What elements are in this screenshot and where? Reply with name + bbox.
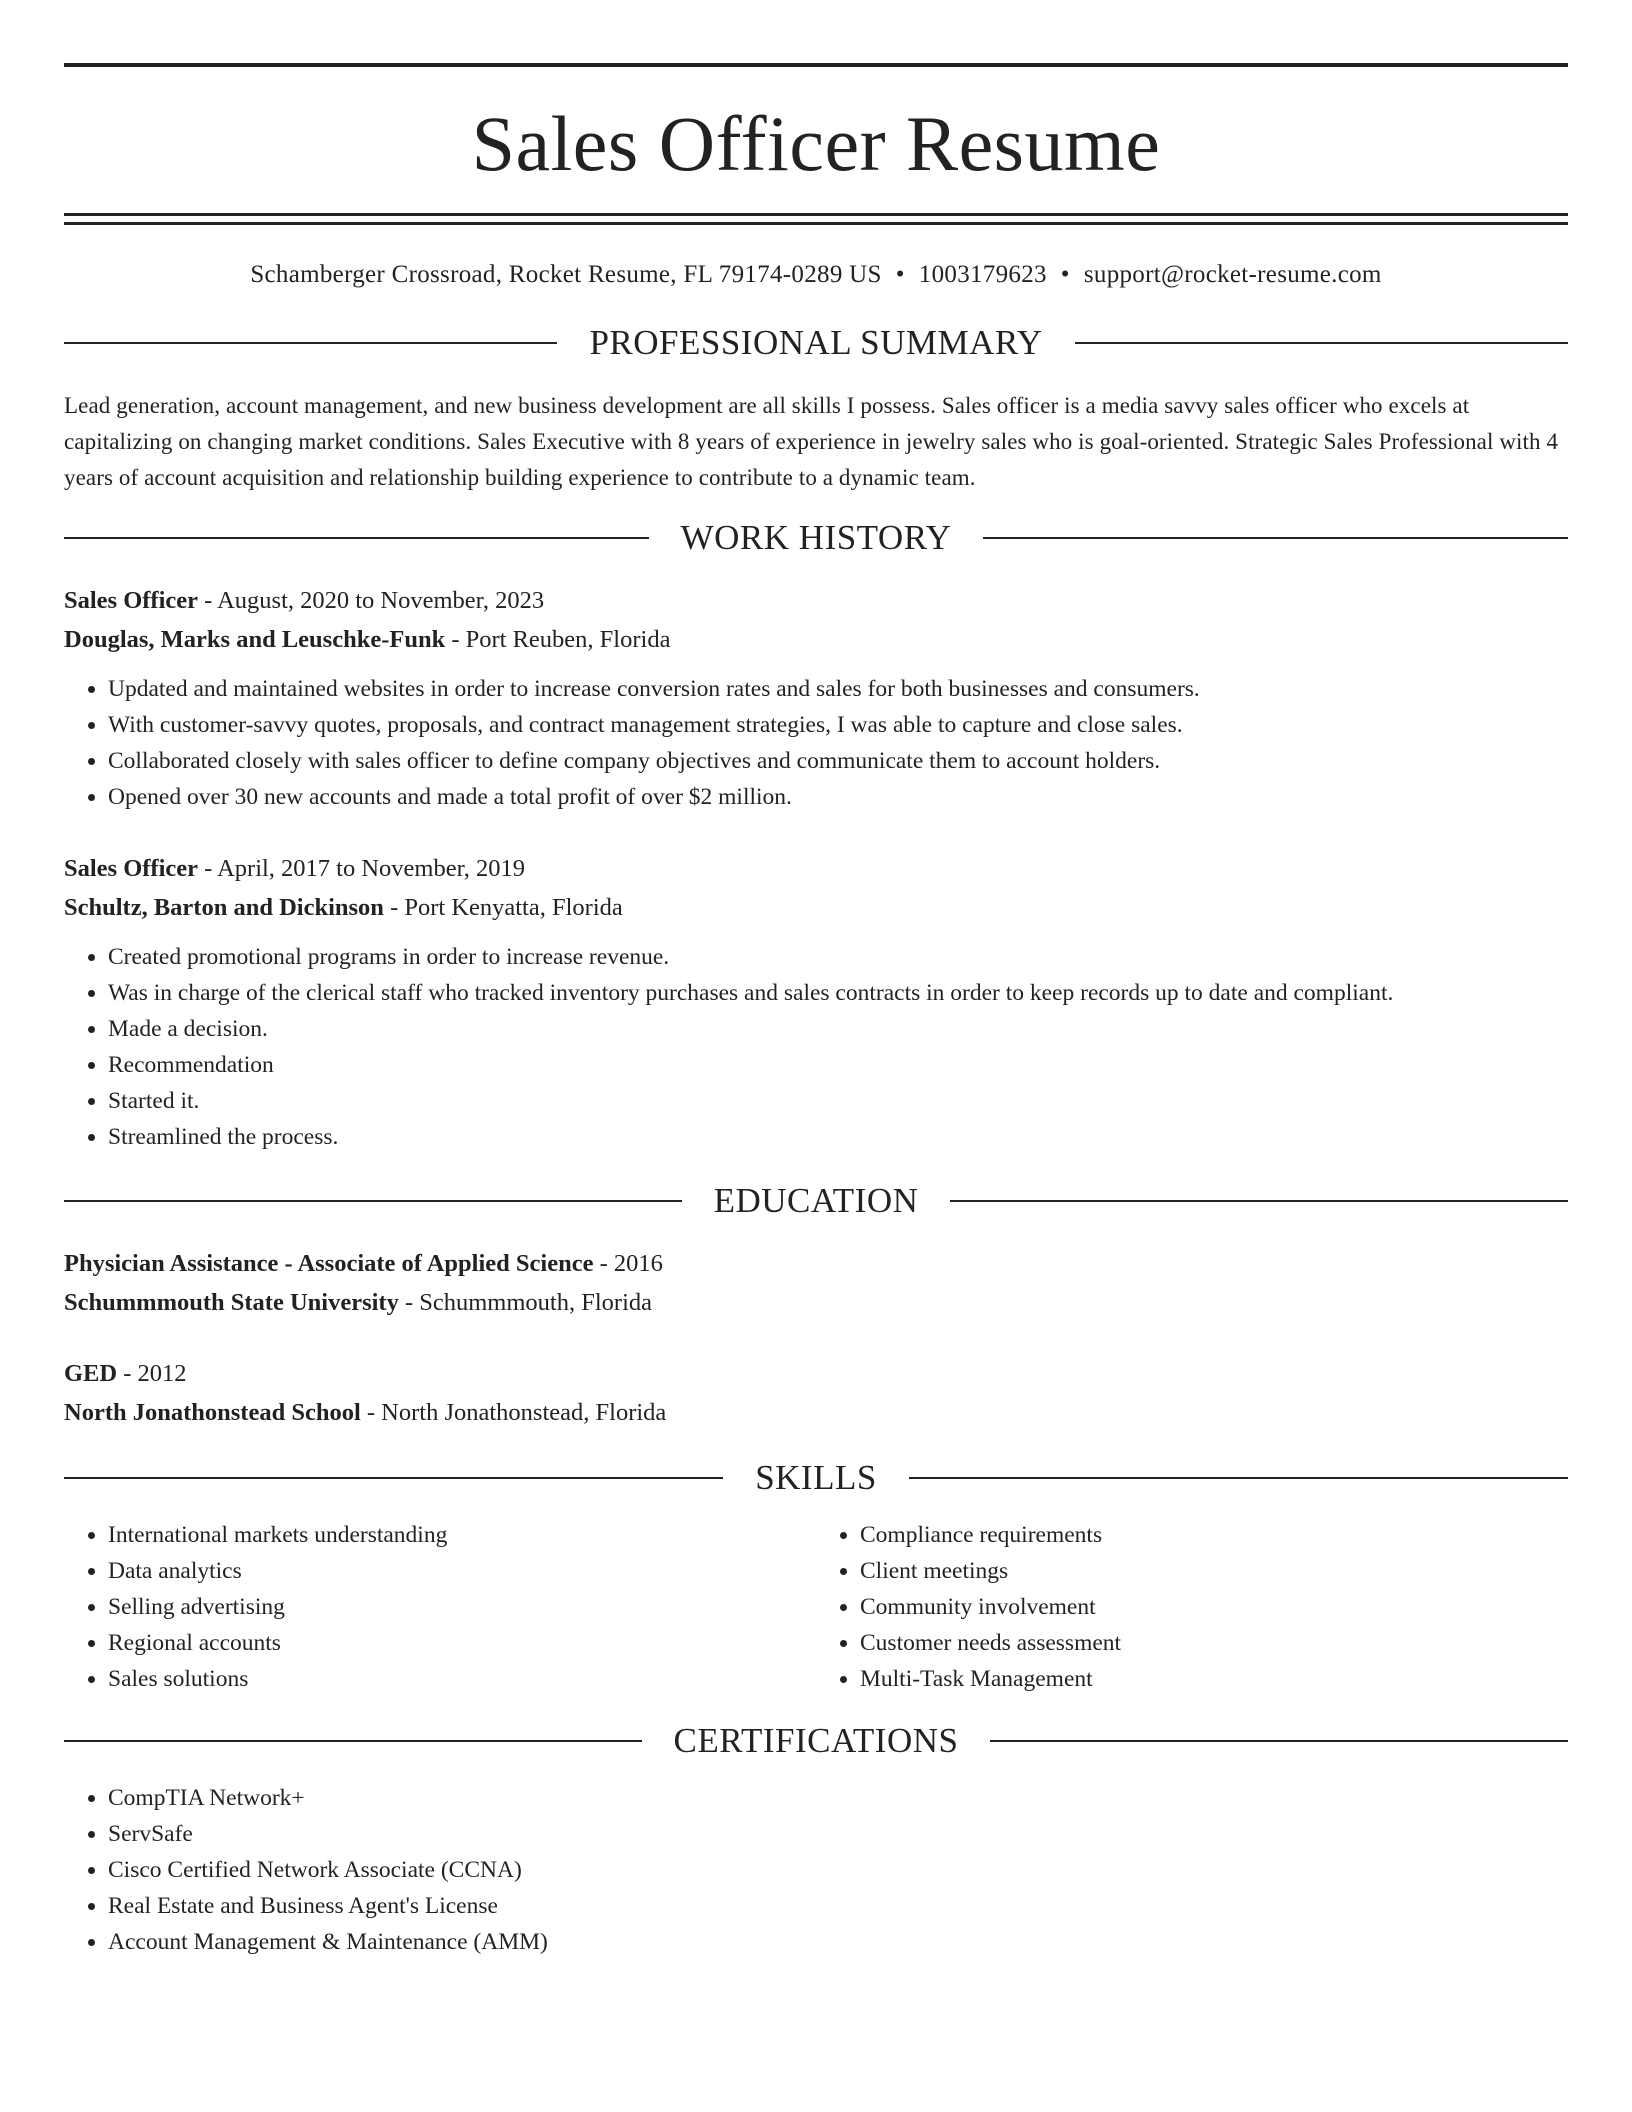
list-item: • Client meetings	[860, 1553, 1568, 1589]
section-divider	[1075, 342, 1568, 344]
list-item: • Created promotional programs in order to increase revenue.	[108, 939, 1568, 975]
list-item: • Regional accounts	[108, 1625, 816, 1661]
job-role: Sales Officer	[64, 587, 199, 614]
job-company-line	[64, 888, 1568, 927]
job-title-line	[64, 849, 1568, 888]
contact-email: support@rocket-resume.com	[1083, 261, 1382, 288]
section-divider	[64, 1477, 723, 1479]
resume-page	[64, 0, 1568, 1960]
education-school-line	[64, 1393, 1568, 1432]
list-item: • Was in charge of the clerical staff who tracked inventory purchases and sales contracts in order to keep records up to date and compliant.	[108, 975, 1568, 1011]
education-entry	[64, 1244, 1568, 1322]
job-company: Schultz, Barton and Dickinson	[64, 894, 384, 921]
job-role: Sales Officer	[64, 855, 199, 882]
section-divider	[64, 1200, 682, 1202]
job-entry	[64, 849, 1568, 1155]
list-item: • Made a decision.	[108, 1011, 1568, 1047]
top-rule	[64, 63, 1568, 67]
section-title-education: EDUCATION	[713, 1181, 919, 1220]
section-header-certifications	[64, 1723, 1568, 1758]
list-item: • Streamlined the process.	[108, 1119, 1568, 1155]
list-item: • Multi-Task Management	[860, 1661, 1568, 1697]
list-item: • Account Management & Maintenance (AMM)	[108, 1924, 1568, 1960]
list-item: • Opened over 30 new accounts and made a total profit of over $2 million.	[108, 779, 1568, 815]
section-title-summary: PROFESSIONAL SUMMARY	[589, 323, 1043, 362]
job-location: - Port Reuben, Florida	[445, 626, 671, 653]
education-degree: GED	[64, 1360, 118, 1387]
job-title-line	[64, 581, 1568, 620]
section-divider	[983, 537, 1568, 539]
section-divider	[909, 1477, 1568, 1479]
list-item: • Cisco Certified Network Associate (CCNA)	[108, 1852, 1568, 1888]
education-degree: Physician Assistance - Associate of Applied Science	[64, 1250, 594, 1277]
job-bullets	[64, 939, 1568, 1155]
section-header-skills	[64, 1460, 1568, 1495]
section-divider	[950, 1200, 1568, 1202]
section-header-education	[64, 1183, 1568, 1218]
list-item: • Collaborated closely with sales officer to define company objectives and communicate them to account holders.	[108, 743, 1568, 779]
contact-separator: •	[895, 261, 905, 288]
list-item: • Selling advertising	[108, 1589, 816, 1625]
skills-grid	[64, 1517, 1568, 1697]
education-school-line	[64, 1283, 1568, 1322]
education-school: North Jonathonstead School	[64, 1399, 361, 1426]
education-year: - 2012	[117, 1360, 187, 1387]
contact-phone: 1003179623	[918, 261, 1047, 288]
job-location: - Port Kenyatta, Florida	[383, 894, 623, 921]
list-item: • ServSafe	[108, 1816, 1568, 1852]
contact-address: Schamberger Crossroad, Rocket Resume, FL 79174-0289 US	[250, 261, 882, 288]
list-item: • Community involvement	[860, 1589, 1568, 1625]
education-degree-line	[64, 1354, 1568, 1393]
section-title-work: WORK HISTORY	[680, 518, 952, 557]
job-dates: - April, 2017 to November, 2019	[198, 855, 526, 882]
section-divider	[64, 342, 557, 344]
job-company-line	[64, 620, 1568, 659]
section-title-skills: SKILLS	[755, 1458, 877, 1497]
resume-title: Sales Officer Resume	[471, 100, 1161, 187]
list-item: • International markets understanding	[108, 1517, 816, 1553]
section-divider	[64, 537, 649, 539]
list-item: • Compliance requirements	[860, 1517, 1568, 1553]
education-location: - North Jonathonstead, Florida	[360, 1399, 667, 1426]
list-item: • Started it.	[108, 1083, 1568, 1119]
list-item: • With customer-savvy quotes, proposals, and contract management strategies, I was able to capture and close sales.	[108, 707, 1568, 743]
list-item: • Sales solutions	[108, 1661, 816, 1697]
summary-text: Lead generation, account management, and new business development are all skills I possess. Sales officer is a media savvy sales officer who excels at capitalizing on changing market conditions. Sales Executive with 8 years of experience in jewelry sales who is goal-oriented. Strategic Sales Professional with 4 years of account acquisition and relationship building experience to contribute to a dynamic team.	[64, 393, 1559, 490]
education-school: Schummmouth State University	[64, 1289, 399, 1316]
list-item: • Customer needs assessment	[860, 1625, 1568, 1661]
section-title-certifications: CERTIFICATIONS	[673, 1721, 959, 1760]
section-header-summary	[64, 325, 1568, 360]
list-item: • Real Estate and Business Agent's License	[108, 1888, 1568, 1924]
job-dates: - August, 2020 to November, 2023	[198, 587, 545, 614]
list-item: • Updated and maintained websites in order to increase conversion rates and sales for both businesses and consumers.	[108, 671, 1568, 707]
skills-left-list	[64, 1517, 816, 1697]
job-bullets	[64, 671, 1568, 815]
title-double-rule	[64, 213, 1568, 225]
contact-line	[64, 261, 1568, 289]
certifications-list	[64, 1780, 1568, 1960]
section-header-work	[64, 520, 1568, 555]
job-entry	[64, 581, 1568, 815]
list-item: • Data analytics	[108, 1553, 816, 1589]
section-divider	[64, 1740, 642, 1742]
education-location: - Schummmouth, Florida	[398, 1289, 653, 1316]
list-item: • Recommendation	[108, 1047, 1568, 1083]
education-degree-line	[64, 1244, 1568, 1283]
section-divider	[990, 1740, 1568, 1742]
job-company: Douglas, Marks and Leuschke-Funk	[64, 626, 446, 653]
list-item: • CompTIA Network+	[108, 1780, 1568, 1816]
education-year: - 2016	[593, 1250, 663, 1277]
education-entry	[64, 1354, 1568, 1432]
contact-separator: •	[1060, 261, 1070, 288]
skills-right-list	[816, 1517, 1568, 1697]
